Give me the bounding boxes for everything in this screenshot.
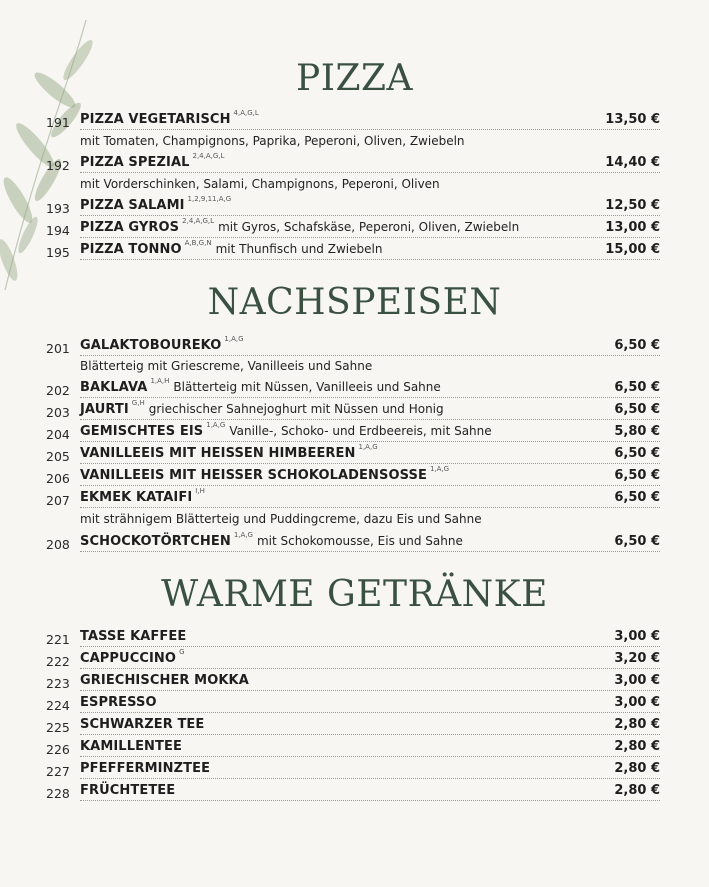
section-title-hot-drinks: WARME GETRÄNKE (161, 574, 548, 615)
item-description: mit Thunfisch und Zwiebeln (215, 242, 383, 256)
item-number: 203 (46, 405, 70, 420)
item-number: 223 (46, 676, 70, 691)
item-description: mit Vorderschinken, Salami, Champignons, Peperoni, Oliven (80, 177, 440, 191)
item-name: JAURTI (80, 402, 129, 417)
item-number: 195 (46, 245, 70, 260)
item-name: PIZZA GYROS (80, 220, 180, 235)
item-price: 15,00 € (605, 242, 660, 257)
item-number: 193 (46, 201, 70, 216)
item-number: 202 (46, 383, 70, 398)
menu-item (46, 530, 660, 552)
item-price: 14,40 € (605, 155, 660, 170)
item-name: GRIECHISCHER MOKKA (80, 673, 249, 688)
item-number: 222 (46, 654, 70, 669)
item-name: PIZZA SALAMI (80, 198, 185, 213)
item-description: mit Schokomousse, Eis und Sahne (256, 534, 463, 548)
allergen-codes: 1,A,G (206, 421, 226, 429)
item-description: griechischer Sahnejoghurt mit Nüssen und Honig (148, 402, 444, 416)
menu-item (46, 376, 660, 398)
allergen-codes: 2,4,A,G,L (182, 217, 215, 225)
item-price: 13,50 € (605, 112, 660, 127)
item-number: 207 (46, 493, 70, 508)
item-name: TASSE KAFFEE (80, 629, 187, 644)
menu-item (46, 647, 660, 669)
item-number: 205 (46, 449, 70, 464)
item-price: 6,50 € (614, 380, 660, 395)
item-price: 13,00 € (605, 220, 660, 235)
item-name: SCHOCKOTÖRTCHEN (80, 534, 231, 549)
item-number: 224 (46, 698, 70, 713)
menu-item (46, 194, 660, 216)
menu-item (46, 464, 660, 486)
item-name: PIZZA SPEZIAL (80, 155, 190, 170)
menu-item (46, 691, 660, 713)
section-title-desserts: NACHSPEISEN (207, 282, 502, 323)
item-price: 2,80 € (614, 739, 660, 754)
item-name: EKMEK KATAIFI (80, 490, 193, 505)
item-name: PIZZA VEGETARISCH (80, 112, 231, 127)
item-name: PIZZA TONNO (80, 242, 182, 257)
item-price: 3,00 € (614, 673, 660, 688)
allergen-codes: A,B,G,N (184, 239, 212, 247)
allergen-codes: G (179, 648, 185, 656)
item-description: Vanille-, Schoko- und Erdbeereis, mit Sahne (229, 424, 492, 438)
allergen-codes: I,H (195, 487, 205, 495)
item-number: 226 (46, 742, 70, 757)
item-name: ESPRESSO (80, 695, 157, 710)
item-price: 2,80 € (614, 783, 660, 798)
allergen-codes: 2,4,A,G,L (192, 152, 225, 160)
item-name: KAMILLENTEE (80, 739, 182, 754)
item-price: 2,80 € (614, 717, 660, 732)
item-description: Blätterteig mit Nüssen, Vanilleeis und Sahne (173, 380, 441, 394)
item-name: GALAKTOBOUREKO (80, 338, 222, 353)
item-description: Blätterteig mit Griescreme, Vanilleeis und Sahne (80, 359, 373, 373)
item-price: 6,50 € (614, 446, 660, 461)
menu-item (46, 757, 660, 779)
menu-item (46, 151, 660, 173)
menu-item (46, 216, 660, 238)
menu-item (46, 398, 660, 420)
item-number: 192 (46, 158, 70, 173)
allergen-codes: 1,A,G (358, 443, 378, 451)
menu-item (46, 735, 660, 757)
item-price: 5,80 € (614, 424, 660, 439)
item-price: 3,20 € (614, 651, 660, 666)
item-number: 191 (46, 115, 70, 130)
item-price: 6,50 € (614, 534, 660, 549)
item-price: 2,80 € (614, 761, 660, 776)
menu-item (46, 238, 660, 260)
menu-item (46, 420, 660, 442)
item-price: 6,50 € (614, 490, 660, 505)
item-number: 206 (46, 471, 70, 486)
item-name: VANILLEEIS MIT HEISSEN HIMBEEREN (80, 446, 356, 461)
allergen-codes: 1,A,G (429, 465, 450, 473)
item-number: 221 (46, 632, 70, 647)
section-title-pizza: PIZZA (296, 58, 413, 99)
menu-item (46, 108, 660, 130)
allergen-codes: G,H (131, 399, 145, 407)
item-name: FRÜCHTETEE (80, 783, 176, 798)
item-price: 3,00 € (614, 629, 660, 644)
item-number: 228 (46, 786, 70, 801)
item-number: 225 (46, 720, 70, 735)
allergen-codes: 4,A,G,L (233, 109, 259, 117)
item-number: 208 (46, 537, 70, 552)
item-description: mit Gyros, Schafskäse, Peperoni, Oliven, Zwiebeln (218, 220, 520, 234)
item-name: SCHWARZER TEE (80, 717, 205, 732)
item-price: 12,50 € (605, 198, 660, 213)
item-price: 6,50 € (614, 402, 660, 417)
item-number: 204 (46, 427, 70, 442)
item-name: PFEFFERMINZTEE (80, 761, 211, 776)
item-description: mit Tomaten, Champignons, Paprika, Peperoni, Oliven, Zwiebeln (80, 134, 465, 148)
allergen-codes: 1,2,9,11,A,G (187, 195, 232, 203)
allergen-codes: 1,A,G (224, 335, 244, 343)
allergen-codes: 1,A,G (233, 531, 253, 539)
menu-item (46, 486, 660, 508)
item-name: VANILLEEIS MIT HEISSER SCHOKOLADENSOSSE (80, 468, 427, 483)
item-name: CAPPUCCINO (80, 651, 177, 666)
menu-item (46, 625, 660, 647)
menu-item (46, 713, 660, 735)
allergen-codes: 1,A,H (150, 377, 170, 385)
item-name: GEMISCHTES EIS (80, 424, 204, 439)
menu-item (46, 334, 660, 356)
item-price: 6,50 € (614, 468, 660, 483)
item-number: 227 (46, 764, 70, 779)
item-number: 201 (46, 341, 70, 356)
item-description: mit strähnigem Blätterteig und Puddingcreme, dazu Eis und Sahne (80, 512, 482, 526)
item-number: 194 (46, 223, 70, 238)
item-price: 6,50 € (614, 338, 660, 353)
menu-item (46, 669, 660, 691)
item-price: 3,00 € (614, 695, 660, 710)
menu-item (46, 442, 660, 464)
menu-item (46, 779, 660, 801)
item-name: BAKLAVA (80, 380, 148, 395)
